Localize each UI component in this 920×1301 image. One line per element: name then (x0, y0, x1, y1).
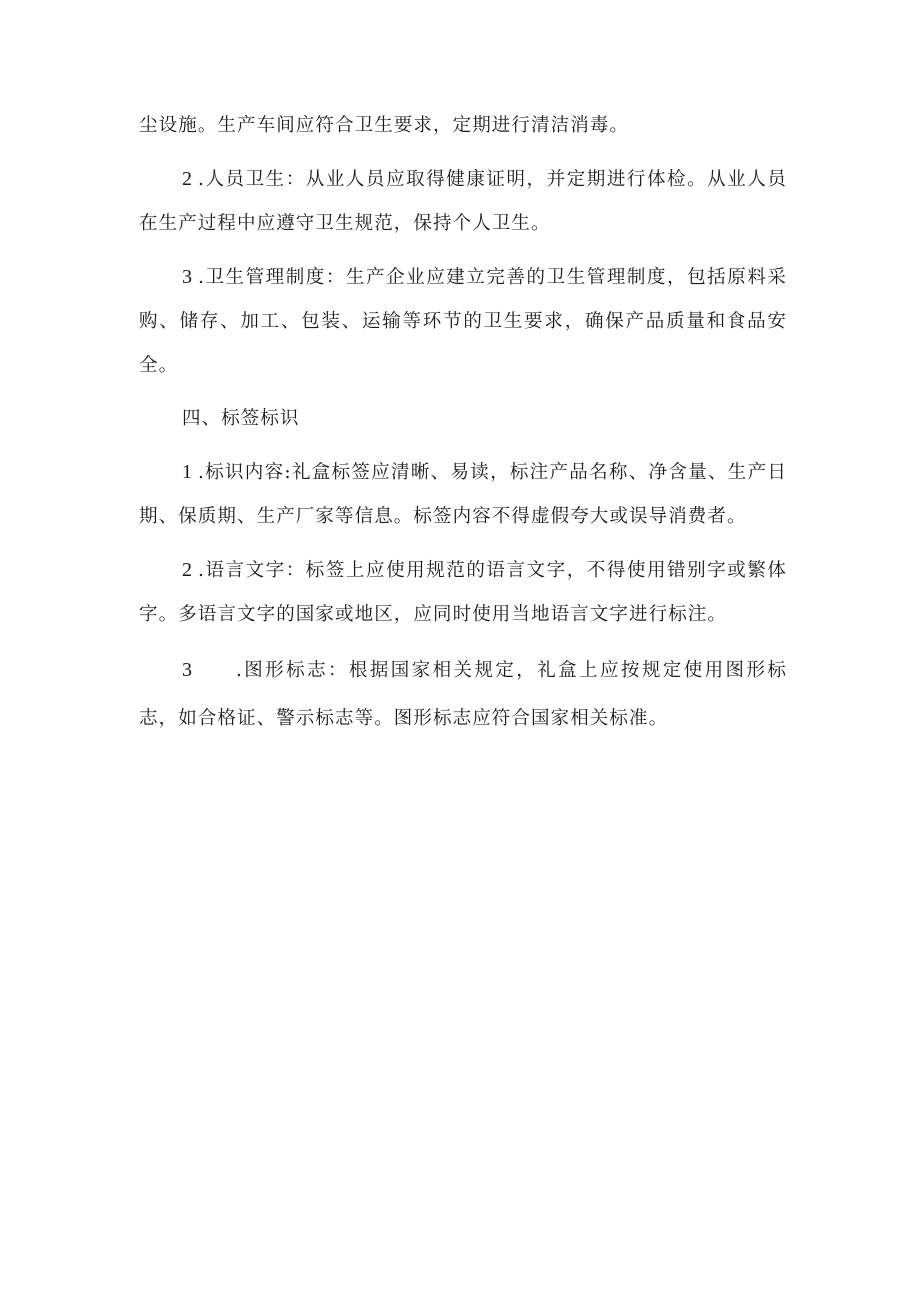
paragraph-text: .标识内容:礼盒标签应清晰、易读，标注产品名称、净含量、生产日期、保质期、生产厂家等信息。标签内容不得虚假夸大或误导消费者。 (139, 462, 787, 527)
document-body (139, 104, 787, 752)
paragraph-graphic-marks (139, 646, 787, 743)
paragraph-text: .卫生管理制度：生产企业应建立完善的卫生管理制度，包括原料采购、储存、加工、包装、运输等环节的卫生要求，确保产品质量和食品安全。 (139, 267, 787, 376)
section-heading-labeling (139, 397, 787, 441)
item-number: 1 (182, 461, 192, 483)
item-number: 3 (182, 659, 192, 681)
paragraph-text: 尘设施。生产车间应符合卫生要求，定期进行清洁消毒。 (139, 115, 630, 136)
paragraph-text: .人员卫生：从业人员应取得健康证明，并定期进行体检。从业人员在生产过程中应遵守卫生规范，保持个人卫生。 (139, 169, 787, 234)
paragraph-label-content (139, 450, 787, 539)
paragraph-text: .语言文字：标签上应使用规范的语言文字，不得使用错别字或繁体字。多语言文字的国家或地区，应同时使用当地语言文字进行标注。 (139, 560, 787, 625)
paragraph-hygiene-management (139, 255, 787, 388)
paragraph-language (139, 548, 787, 637)
item-number: 2 (182, 559, 192, 581)
item-number: 3 (182, 266, 192, 288)
item-number: 2 (182, 168, 192, 190)
paragraph-personnel-hygiene (139, 157, 787, 246)
paragraph-text: .图形标志：根据国家相关规定，礼盒上应按规定使用图形标志，如合格证、警示标志等。图形标志应符合国家相关标准。 (139, 660, 787, 729)
paragraph-continuation (139, 104, 787, 148)
section-heading-text: 四、标签标识 (182, 408, 300, 429)
